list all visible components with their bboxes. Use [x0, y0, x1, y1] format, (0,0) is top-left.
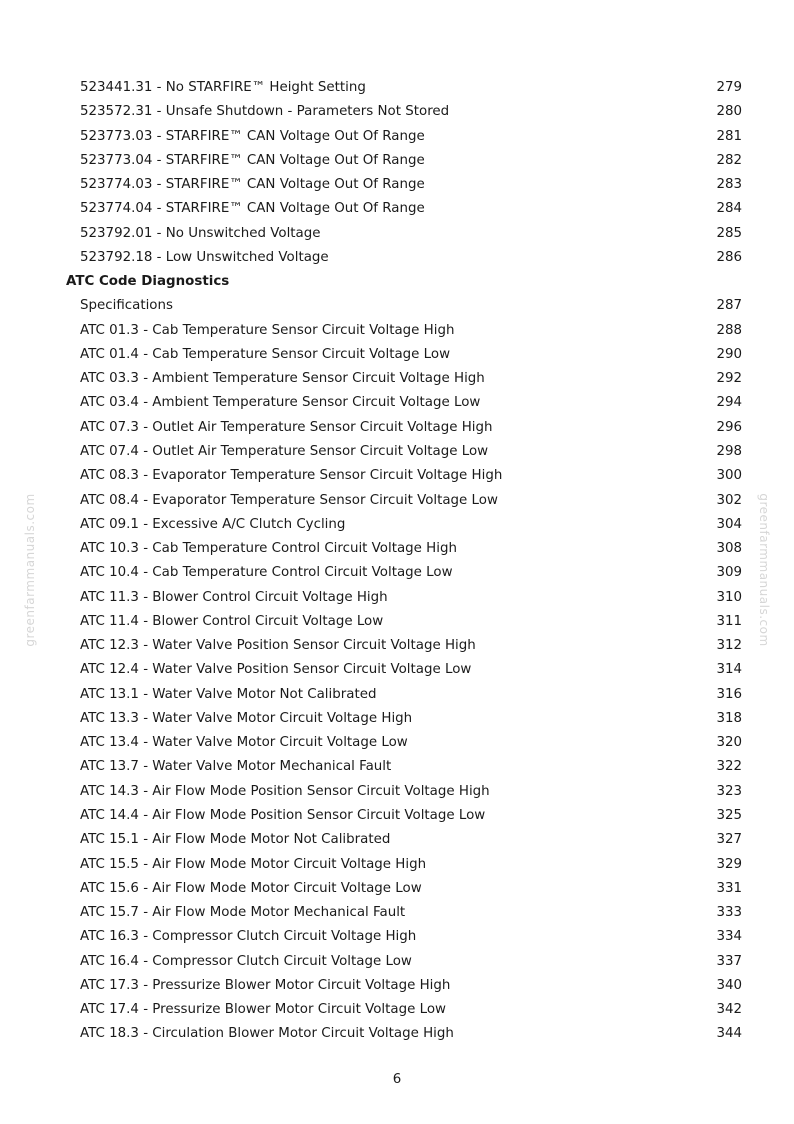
toc-entry[interactable]	[0, 173, 794, 197]
toc-entry-page-number: 314	[716, 662, 742, 678]
toc-entry-page-number: 329	[716, 856, 742, 872]
section-heading-label: ATC Code Diagnostics	[66, 274, 230, 290]
toc-entry-label: ATC 13.7 - Water Valve Motor Mechanical Fault	[80, 759, 392, 775]
toc-entry[interactable]	[0, 925, 794, 949]
toc-entry[interactable]	[0, 731, 794, 755]
toc-entry[interactable]	[0, 901, 794, 925]
toc-entry-page-number: 323	[716, 783, 742, 799]
toc-entry[interactable]	[0, 513, 794, 537]
toc-entry-page-number: 292	[716, 371, 742, 387]
toc-entry-label: Specifications	[80, 298, 173, 314]
toc-entry-label: ATC 08.3 - Evaporator Temperature Sensor Circuit Voltage High	[80, 468, 503, 484]
toc-entry-page-number: 337	[716, 953, 742, 969]
toc-entry-page-number: 288	[716, 322, 742, 338]
toc-entry-page-number: 318	[716, 710, 742, 726]
toc-entry[interactable]	[0, 610, 794, 634]
toc-entry-page-number: 294	[716, 395, 742, 411]
toc-entry[interactable]	[0, 998, 794, 1022]
toc-entry-label: ATC 10.3 - Cab Temperature Control Circuit Voltage High	[80, 541, 457, 557]
toc-entry-label: 523773.03 - STARFIRE™ CAN Voltage Out Of Range	[80, 128, 425, 144]
toc-entry[interactable]	[0, 561, 794, 585]
toc-entry-page-number: 281	[716, 128, 742, 144]
toc-entry-label: 523774.03 - STARFIRE™ CAN Voltage Out Of Range	[80, 177, 425, 193]
toc-entry-page-number: 322	[716, 759, 742, 775]
toc-entry-page-number: 327	[716, 832, 742, 848]
toc-entry-label: ATC 15.7 - Air Flow Mode Motor Mechanical Fault	[80, 905, 406, 921]
toc-entry-label: ATC 15.1 - Air Flow Mode Motor Not Calibrated	[80, 832, 391, 848]
toc-entry-page-number: 285	[716, 225, 742, 241]
toc-entry-page-number: 287	[716, 298, 742, 314]
toc-entry-label: ATC 17.3 - Pressurize Blower Motor Circuit Voltage High	[80, 977, 451, 993]
toc-entry[interactable]	[0, 1022, 794, 1046]
toc-entry[interactable]	[0, 391, 794, 415]
toc-entry-label: ATC 07.3 - Outlet Air Temperature Sensor Circuit Voltage High	[80, 419, 493, 435]
toc-entry-label: ATC 03.3 - Ambient Temperature Sensor Circuit Voltage High	[80, 371, 485, 387]
toc-entry-page-number: 279	[716, 80, 742, 95]
toc-entry-label: ATC 17.4 - Pressurize Blower Motor Circuit Voltage Low	[80, 1002, 446, 1018]
toc-entry-page-number: 334	[716, 929, 742, 945]
toc-entry-label: ATC 15.6 - Air Flow Mode Motor Circuit Voltage Low	[80, 880, 422, 896]
toc-entry-label: ATC 14.3 - Air Flow Mode Position Sensor Circuit Voltage High	[80, 783, 490, 799]
toc-entry[interactable]	[0, 755, 794, 779]
toc-entry[interactable]	[0, 877, 794, 901]
toc-entry-label: ATC 16.4 - Compressor Clutch Circuit Voltage Low	[80, 953, 412, 969]
toc-entry-label: ATC 10.4 - Cab Temperature Control Circuit Voltage Low	[80, 565, 453, 581]
toc-entry-page-number: 304	[716, 516, 742, 532]
toc-entry[interactable]	[0, 489, 794, 513]
toc-entry-label: ATC 15.5 - Air Flow Mode Motor Circuit Voltage High	[80, 856, 427, 872]
toc-entry-page-number: 311	[716, 613, 742, 629]
toc-entry-page-number: 320	[716, 735, 742, 751]
toc-entry[interactable]	[0, 343, 794, 367]
toc-entry[interactable]	[0, 246, 794, 270]
toc-entry-page-number: 302	[716, 492, 742, 508]
toc-entry[interactable]	[0, 634, 794, 658]
toc-entry-page-number: 300	[716, 468, 742, 484]
toc-entry-page-number: 342	[716, 1002, 742, 1018]
toc-entry[interactable]	[0, 828, 794, 852]
toc-entry-page-number: 333	[716, 905, 742, 921]
toc-entry-label: ATC 13.1 - Water Valve Motor Not Calibrated	[80, 686, 377, 702]
toc-entry-page-number: 284	[716, 201, 742, 217]
toc-entry[interactable]	[0, 804, 794, 828]
page-number: 6	[392, 1072, 402, 1087]
toc-entry-page-number: 310	[716, 589, 742, 605]
toc-entry-page-number: 316	[716, 686, 742, 702]
toc-entry[interactable]	[0, 222, 794, 246]
toc-entry-label: ATC 12.4 - Water Valve Position Sensor Circuit Voltage Low	[80, 662, 472, 678]
watermark-right: greenfarmmanuals.com	[757, 493, 771, 647]
toc-entry-page-number: 325	[716, 807, 742, 823]
toc-entry[interactable]	[0, 853, 794, 877]
toc-entry-page-number: 312	[716, 638, 742, 654]
toc-entry-label: ATC 08.4 - Evaporator Temperature Sensor Circuit Voltage Low	[80, 492, 498, 508]
toc-entry[interactable]	[0, 319, 794, 343]
toc-entry-page-number: 344	[716, 1026, 742, 1042]
toc-entry[interactable]	[0, 707, 794, 731]
toc-entry-page-number: 308	[716, 541, 742, 557]
toc-entry[interactable]	[0, 658, 794, 682]
toc-entry-page-number: 309	[716, 565, 742, 581]
toc-entry-label: 523572.31 - Unsafe Shutdown - Parameters Not Stored	[80, 104, 450, 120]
toc-entry[interactable]	[0, 367, 794, 391]
toc-entry[interactable]	[0, 950, 794, 974]
toc-entry-page-number: 331	[716, 880, 742, 896]
toc-entry-label: ATC 01.3 - Cab Temperature Sensor Circuit Voltage High	[80, 322, 455, 338]
toc-entry-label: ATC 16.3 - Compressor Clutch Circuit Voltage High	[80, 929, 417, 945]
toc-entry-label: ATC 09.1 - Excessive A/C Clutch Cycling	[80, 516, 346, 532]
toc-entry-label: ATC 13.4 - Water Valve Motor Circuit Voltage Low	[80, 735, 408, 751]
toc-entry[interactable]	[0, 416, 794, 440]
toc-entry-label: ATC 01.4 - Cab Temperature Sensor Circuit Voltage Low	[80, 346, 451, 362]
toc-entry-label: ATC 03.4 - Ambient Temperature Sensor Circuit Voltage Low	[80, 395, 481, 411]
toc-entry-page-number: 298	[716, 443, 742, 459]
toc-entry[interactable]	[0, 974, 794, 998]
watermark-left: greenfarmmanuals.com	[23, 493, 37, 647]
toc-section-heading	[0, 270, 794, 294]
table-of-contents	[0, 76, 794, 1047]
toc-entry-page-number: 296	[716, 419, 742, 435]
toc-entry[interactable]	[0, 294, 794, 318]
toc-entry[interactable]	[0, 100, 794, 124]
toc-entry[interactable]	[0, 197, 794, 221]
toc-entry-page-number: 340	[716, 977, 742, 993]
toc-entry-page-number: 282	[716, 152, 742, 168]
toc-entry-page-number: 280	[716, 104, 742, 120]
toc-entry-label: ATC 11.3 - Blower Control Circuit Voltage High	[80, 589, 388, 605]
toc-entry[interactable]	[0, 76, 794, 100]
toc-entry-page-number: 290	[716, 346, 742, 362]
toc-entry-label: 523792.18 - Low Unswitched Voltage	[80, 249, 329, 265]
toc-entry-label: 523774.04 - STARFIRE™ CAN Voltage Out Of Range	[80, 201, 425, 217]
toc-entry[interactable]	[0, 125, 794, 149]
toc-entry-label: ATC 14.4 - Air Flow Mode Position Sensor Circuit Voltage Low	[80, 807, 486, 823]
toc-entry-label: 523441.31 - No STARFIRE™ Height Setting	[80, 80, 366, 95]
toc-entry-page-number: 283	[716, 177, 742, 193]
toc-entry-label: ATC 13.3 - Water Valve Motor Circuit Voltage High	[80, 710, 413, 726]
toc-entry[interactable]	[0, 149, 794, 173]
toc-entry[interactable]	[0, 440, 794, 464]
toc-entry-label: ATC 18.3 - Circulation Blower Motor Circuit Voltage High	[80, 1026, 454, 1042]
toc-entry[interactable]	[0, 464, 794, 488]
toc-entry-label: ATC 12.3 - Water Valve Position Sensor Circuit Voltage High	[80, 638, 476, 654]
toc-entry[interactable]	[0, 537, 794, 561]
toc-entry[interactable]	[0, 780, 794, 804]
toc-entry[interactable]	[0, 683, 794, 707]
toc-entry-label: 523773.04 - STARFIRE™ CAN Voltage Out Of Range	[80, 152, 425, 168]
toc-entry-label: 523792.01 - No Unswitched Voltage	[80, 225, 321, 241]
toc-entry-label: ATC 11.4 - Blower Control Circuit Voltage Low	[80, 613, 384, 629]
toc-entry-label: ATC 07.4 - Outlet Air Temperature Sensor Circuit Voltage Low	[80, 443, 489, 459]
toc-entry-page-number: 286	[716, 249, 742, 265]
toc-entry[interactable]	[0, 586, 794, 610]
